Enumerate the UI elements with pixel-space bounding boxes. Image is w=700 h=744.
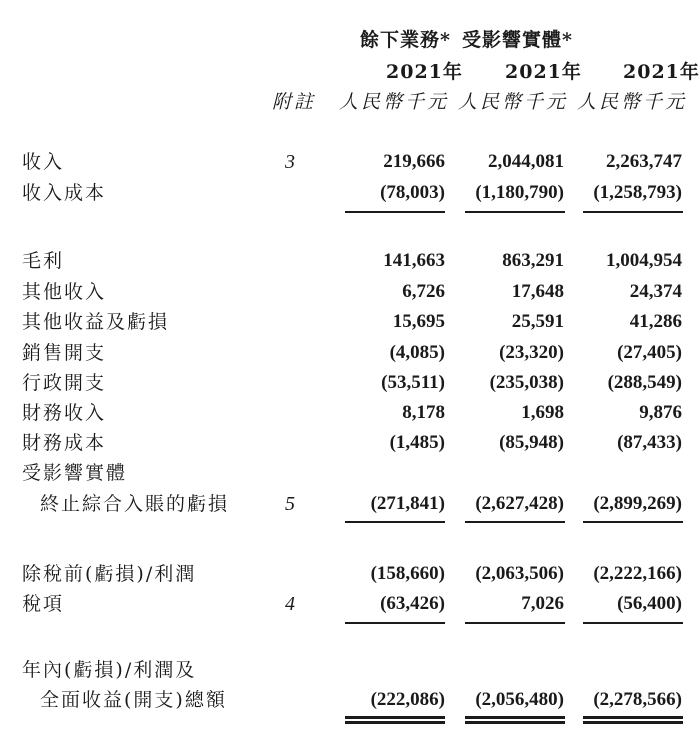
- col1-title: 餘下業務*: [360, 29, 451, 51]
- double-underline: [583, 721, 683, 724]
- col2-title: 受影響實體*: [462, 29, 573, 51]
- row-value: 17,648: [511, 281, 564, 302]
- row-value: (1,485): [389, 432, 445, 453]
- row-label-other-income: 其他收入: [22, 281, 107, 303]
- row-value: 9,876: [639, 402, 682, 423]
- col1-currency: 人民幣千元: [339, 91, 450, 113]
- row-label-revenue: 收入: [22, 151, 65, 173]
- row-value: 15,695: [392, 311, 445, 332]
- col3-currency: 人民幣千元: [577, 91, 688, 113]
- underline: [345, 521, 445, 523]
- underline: [583, 521, 683, 523]
- row-label-pretax: 除稅前(虧損)/利潤: [22, 563, 197, 585]
- row-value: (1,180,790): [475, 182, 564, 203]
- row-note-revenue: 3: [285, 151, 295, 173]
- note-header: 附註: [272, 91, 317, 113]
- row-value: 8,178: [402, 402, 445, 423]
- row-value: (2,899,269): [593, 493, 682, 514]
- row-value: 2,263,747: [606, 151, 682, 172]
- row-value: (271,841): [370, 493, 445, 514]
- row-value: 2,044,081: [488, 151, 564, 172]
- underline: [465, 622, 565, 624]
- row-label-other-gains-losses: 其他收益及虧損: [22, 311, 170, 333]
- row-value: 1,004,954: [606, 250, 682, 271]
- row-label-finance-income: 財務收入: [22, 402, 107, 424]
- row-value: (2,278,566): [593, 689, 682, 710]
- row-label-finance-costs: 財務成本: [22, 432, 107, 454]
- row-value: (56,400): [617, 593, 682, 614]
- row-label-affected-entities: 受影響實體: [22, 462, 128, 484]
- row-value: (235,038): [489, 372, 564, 393]
- row-value: 24,374: [629, 281, 682, 302]
- row-note-tax: 4: [285, 593, 295, 615]
- col1-year: 2021年: [386, 61, 463, 83]
- double-underline: [583, 716, 683, 719]
- row-value: (53,511): [381, 372, 445, 393]
- row-value: (222,086): [370, 689, 445, 710]
- row-label-deconsolidation-loss: 終止綜合入賬的虧損: [40, 493, 230, 515]
- row-value: (87,433): [617, 432, 682, 453]
- row-value: 863,291: [502, 250, 564, 271]
- underline: [465, 211, 565, 213]
- row-label-admin-expenses: 行政開支: [22, 372, 107, 394]
- row-value: (2,222,166): [593, 563, 682, 584]
- underline: [583, 622, 683, 624]
- double-underline: [345, 716, 445, 719]
- row-value: (1,258,793): [593, 182, 682, 203]
- row-value: (158,660): [370, 563, 445, 584]
- row-value: 141,663: [383, 250, 445, 271]
- row-value: 7,026: [521, 593, 564, 614]
- row-value: (27,405): [617, 342, 682, 363]
- row-value: 41,286: [629, 311, 682, 332]
- row-label-tax: 稅項: [22, 593, 65, 615]
- double-underline: [465, 716, 565, 719]
- row-label-selling-expenses: 銷售開支: [22, 342, 107, 364]
- row-value: (85,948): [499, 432, 564, 453]
- col3-year: 2021年: [623, 61, 700, 83]
- underline: [465, 521, 565, 523]
- row-value: 6,726: [402, 281, 445, 302]
- row-label-cost-of-revenue: 收入成本: [22, 182, 107, 204]
- row-value: (2,063,506): [475, 563, 564, 584]
- row-value: (288,549): [607, 372, 682, 393]
- row-value: (78,003): [380, 182, 445, 203]
- row-value: 219,666: [383, 151, 445, 172]
- col2-currency: 人民幣千元: [458, 91, 569, 113]
- underline: [583, 211, 683, 213]
- row-value: 1,698: [521, 402, 564, 423]
- underline: [345, 211, 445, 213]
- row-note-deconsolidation: 5: [285, 493, 295, 515]
- row-value: (63,426): [380, 593, 445, 614]
- underline: [345, 622, 445, 624]
- row-value: 25,591: [511, 311, 564, 332]
- row-label-gross-profit: 毛利: [22, 250, 65, 272]
- row-value: (2,627,428): [475, 493, 564, 514]
- row-value: (4,085): [389, 342, 445, 363]
- row-label-total-comprehensive: 全面收益(開支)總額: [40, 689, 227, 711]
- double-underline: [345, 721, 445, 724]
- row-value: (2,056,480): [475, 689, 564, 710]
- double-underline: [465, 721, 565, 724]
- row-value: (23,320): [499, 342, 564, 363]
- row-label-loss-for-year: 年內(虧損)/利潤及: [22, 659, 197, 681]
- col2-year: 2021年: [505, 61, 582, 83]
